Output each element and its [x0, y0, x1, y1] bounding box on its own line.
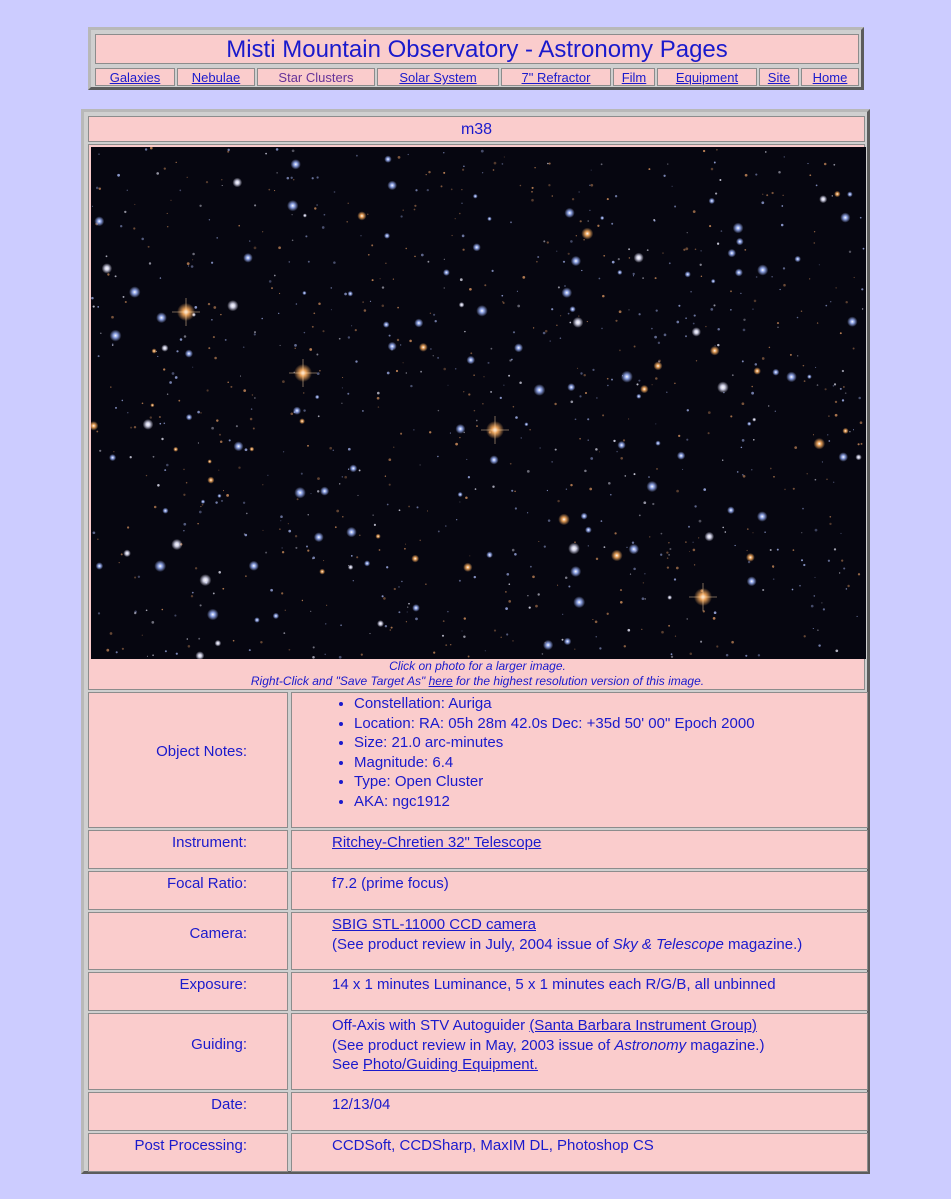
nav-link-refractor[interactable]: 7" Refractor	[521, 70, 591, 85]
camera-label-cell	[88, 912, 288, 970]
nav-link-galaxies[interactable]: Galaxies	[109, 70, 161, 85]
nav-cell-star-clusters	[257, 68, 375, 86]
note-location: • Location: RA: 05h 28m 42.0s Dec: +35d 50' 00" Epoch 2000	[354, 714, 755, 734]
guiding-see-pre: See	[332, 1056, 363, 1073]
nav-link-nebulae[interactable]: Nebulae	[191, 70, 241, 85]
post-processing-label-cell	[88, 1133, 288, 1172]
guiding-value-cell	[291, 1013, 868, 1090]
photo-cell	[88, 144, 865, 690]
guiding-equipment-link[interactable]: Photo/Guiding Equipment.	[362, 1056, 538, 1073]
exposure-label: Exposure:	[179, 976, 247, 993]
camera-link[interactable]: SBIG STL-11000 CCD camera	[332, 916, 536, 933]
object-notes-value-cell	[291, 692, 868, 828]
exposure-label-cell	[88, 972, 288, 1011]
site-title: Misti Mountain Observatory - Astronomy Pages	[95, 34, 859, 64]
note-size: • Size: 21.0 arc-minutes	[354, 733, 755, 753]
date-value-cell	[291, 1092, 868, 1131]
note-magnitude: • Magnitude: 6.4	[354, 753, 755, 773]
note-aka: • AKA: ngc1912	[354, 792, 755, 812]
caption-2-post: for the highest resolution version of this image.	[452, 674, 705, 688]
caption-2-pre: Right-Click and "Save Target As"	[250, 674, 429, 688]
object-panel	[81, 109, 870, 1174]
object-notes-label: Object Notes:	[156, 743, 247, 760]
guiding-label-cell	[88, 1013, 288, 1090]
focal-ratio-label: Focal Ratio:	[166, 875, 247, 892]
guiding-review-pre: (See product review in May, 2003 issue of	[332, 1036, 615, 1054]
object-notes-label-cell	[88, 692, 288, 828]
camera-review-magazine: Sky & Telescope	[612, 935, 724, 953]
post-processing-label: Post Processing:	[134, 1137, 247, 1154]
guiding-review-magazine: Astronomy	[614, 1036, 687, 1054]
guiding-line1-pre: Off-Axis with STV Autoguider	[332, 1017, 530, 1034]
note-type: • Type: Open Cluster	[354, 772, 755, 792]
nav-link-film[interactable]: Film	[621, 70, 647, 85]
sbig-link[interactable]: (Santa Barbara Instrument Group)	[529, 1017, 757, 1034]
nav-cell-film	[613, 68, 655, 86]
date-label-cell	[88, 1092, 288, 1131]
nav-cell-solar-system	[377, 68, 499, 86]
nav-cell-equipment	[657, 68, 757, 86]
camera-review-pre: (See product review in July, 2004 issue of	[332, 935, 613, 953]
exposure-value-cell	[291, 972, 868, 1011]
photo-caption-2	[89, 674, 866, 689]
instrument-value-cell	[291, 830, 868, 869]
nav-cell-home	[801, 68, 859, 86]
instrument-label-cell	[88, 830, 288, 869]
camera-review-post: magazine.)	[723, 935, 803, 953]
nav-link-site[interactable]: Site	[767, 70, 791, 85]
nav-cell-nebulae	[177, 68, 255, 86]
post-processing-value-cell	[291, 1133, 868, 1172]
object-title: m38	[88, 116, 865, 142]
guiding-review-post: magazine.)	[686, 1036, 765, 1054]
hi-res-link[interactable]: here	[428, 674, 453, 688]
nav-link-equipment[interactable]: Equipment	[675, 70, 739, 85]
nav-link-solar-system[interactable]: Solar System	[399, 70, 477, 85]
nav-link-home[interactable]: Home	[812, 70, 848, 85]
instrument-label: Instrument:	[171, 834, 247, 851]
nav-cell-galaxies	[95, 68, 175, 86]
nav-link-star-clusters[interactable]: Star Clusters	[278, 70, 354, 85]
focal-ratio-value: f7.2 (prime focus)	[332, 875, 449, 892]
nav-cell-site	[759, 68, 799, 86]
focal-ratio-label-cell	[88, 871, 288, 910]
starfield-image	[91, 147, 866, 659]
site-header	[88, 27, 864, 90]
nav-cell-refractor	[501, 68, 611, 86]
photo-caption-1: Click on photo for a larger image.	[389, 659, 566, 673]
focal-ratio-value-cell	[291, 871, 868, 910]
object-notes-list	[332, 694, 755, 811]
camera-label: Camera:	[189, 925, 247, 942]
camera-value-cell	[291, 912, 868, 970]
date-value: 12/13/04	[332, 1096, 391, 1113]
date-label: Date:	[211, 1096, 247, 1113]
guiding-label: Guiding:	[191, 1036, 247, 1053]
m38-photo[interactable]	[91, 147, 866, 659]
instrument-link[interactable]: Ritchey-Chretien 32" Telescope	[332, 834, 542, 851]
exposure-value: 14 x 1 minutes Luminance, 5 x 1 minutes each R/G/B, all unbinned	[332, 976, 776, 993]
note-constellation: • Constellation: Auriga	[354, 694, 755, 714]
post-processing-value: CCDSoft, CCDSharp, MaxIM DL, Photoshop CS	[332, 1137, 654, 1154]
